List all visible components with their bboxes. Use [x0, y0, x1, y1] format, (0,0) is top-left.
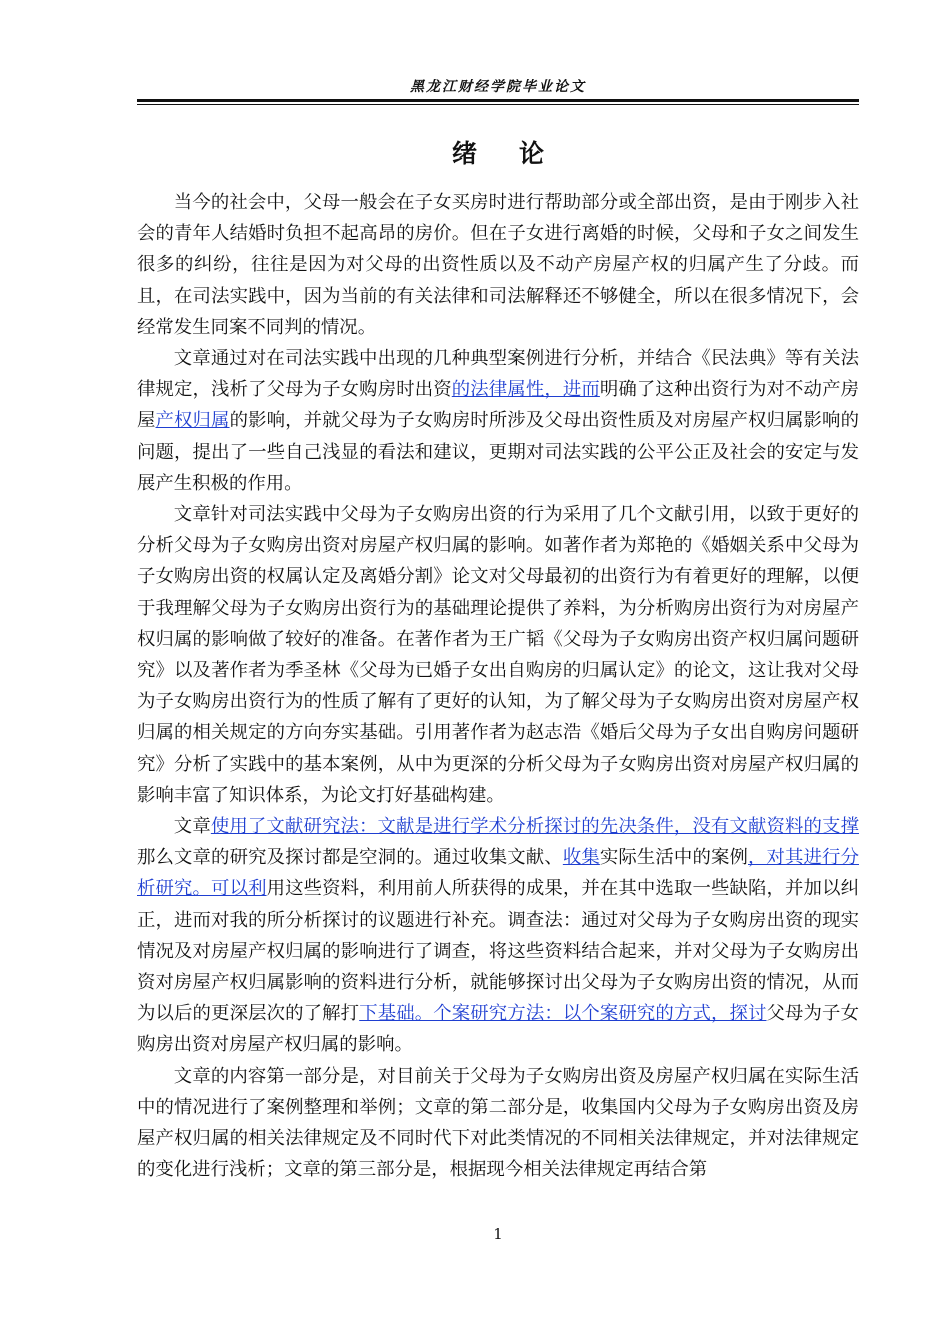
hyperlink-literature-method[interactable]: 使用了文献研究法：文献是进行学术分析探讨的先决条件，没有文献资料的支撑 — [210, 816, 859, 838]
paragraph-4-text-3: 实际生活中的案例 — [599, 847, 748, 869]
running-header: 黑龙江财经学院毕业论文 — [410, 79, 586, 95]
header-rule-thick — [137, 99, 859, 102]
paragraph-4-text-5: 父母为子女购房出资对房屋产权归属的影响。 — [137, 1003, 859, 1056]
header-rule-thin — [137, 104, 859, 105]
hyperlink-case-study-method[interactable]: 下基础。个案研究方法：以个案研究的方式，探讨 — [359, 1003, 767, 1025]
hyperlink-collect[interactable]: 收集 — [562, 847, 600, 869]
body-text — [137, 187, 859, 1186]
paragraph-2 — [137, 343, 859, 499]
paragraph-2-text-3: 的影响，并就父母为子女购房时所涉及父母出资性质及对房屋产权归属影响的问题，提出了一些自己浅显的看法和建议，更期对司法实践的公平公正及社会的安定与发展产生积极的作用。 — [137, 410, 859, 494]
page-number: 1 — [493, 1225, 503, 1243]
section-title — [137, 134, 859, 170]
section-title-part1: 绪 — [451, 139, 477, 168]
paragraph-4 — [137, 811, 859, 1061]
section-title-part2: 论 — [519, 139, 545, 168]
paragraph-4-text-4: 用这些资料，利用前人所获得的成果，并在其中选取一些缺陷，并加以纠正，进而对我的所分析探讨的议题进行补充。调查法：通过对父母为子女购房出资的现实情况及对房屋产权归属的影响进行了调查，将这些资料结合起来，并对父母为子女购房出资对房屋产权归属影响的资料进行分析，就能够探讨出父母为子女购房出资的情况，从而为以后的更深层次的了解打 — [137, 878, 859, 1025]
paragraph-2-text-1: 文章通过对在司法实践中出现的几种典型案例进行分析，并结合《民法典》等有关法律规定，浅析了父母为子女购房时出资 — [137, 348, 859, 401]
paragraph-2-text-2: 明确了这种出资行为对不动产房屋 — [137, 379, 859, 432]
paragraph-5: 文章的内容第一部分是，对目前关于父母为子女购房出资及房屋产权归属在实际生活中的情况进行了案例整理和举例；文章的第二部分是，收集国内父母为子女购房出资及房屋产权归属的相关法律规定及不同时代下对此类情况的不同相关法律规定，并对法律规定的变化进行浅析；文章的第三部分是，根据现今相关法律规定再结合第 — [137, 1065, 859, 1181]
paragraph-4-text-2: 那么文章的研究及探讨都是空洞的。通过收集文献、 — [137, 847, 563, 869]
hyperlink-legal-attribute[interactable]: 的法律属性，进而 — [451, 379, 600, 401]
paragraph-4-text-1: 文章 — [173, 816, 211, 838]
paragraph-1: 当今的社会中，父母一般会在子女买房时进行帮助部分或全部出资，是由于刚步入社会的青年人结婚时负担不起高昂的房价。但在子女进行离婚的时候，父母和子女之间发生很多的纠纷，往往是因为对父母的出资性质以及不动产房屋产权的归属产生了分歧。而且，在司法实践中，因为当前的有关法律和司法解释还不够健全，所以在很多情况下，会经常发生同案不同判的情况。 — [137, 192, 859, 338]
hyperlink-property-ownership[interactable]: 产权归属 — [155, 410, 230, 432]
paragraph-3: 文章针对司法实践中父母为子女购房出资的行为采用了几个文献引用，以致于更好的分析父母为子女购房出资对房屋产权归属的影响。如著作者为郑艳的《婚姻关系中父母为子女购房出资的权属认定及离婚分割》论文对父母最初的出资行为有着更好的理解，以便于我理解父母为子女购房出资行为的基础理论提供了养料，为分析购房出资行为对房屋产权归属的影响做了较好的准备。在著作者为王广韬《父母为子女购房出资产权归属问题研究》以及著作者为季圣林《父母为已婚子女出自购房的归属认定》的论文，这让我对父母为子女购房出资行为的性质了解有了更好的认知，为了解父母为子女购房出资对房屋产权归属的相关规定的方向夯实基础。引用著作者为赵志浩《婚后父母为子女出自购房问题研究》分析了实践中的基本案例，从中为更深的分析父母为子女购房出资对房屋产权归属的影响丰富了知识体系，为论文打好基础构建。 — [137, 504, 859, 806]
hyperlink-analysis[interactable]: ，对其进行分析研究。可以利 — [137, 847, 859, 900]
